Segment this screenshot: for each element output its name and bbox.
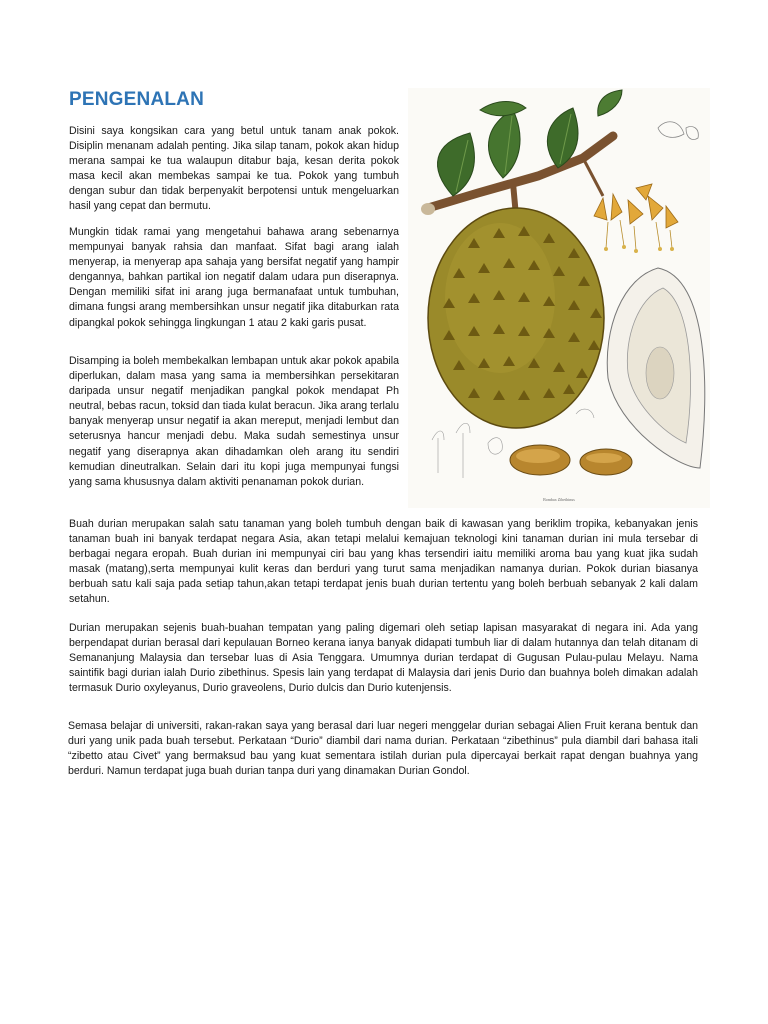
durian-botanical-illustration bbox=[408, 88, 710, 508]
paragraph-charcoal-benefits: Mungkin tidak ramai yang mengetahui bahawa arang sebenarnya mempunyai banyak rahsia dan manfaat. Sifat bagi arang ialah menyerap, ia menyerap apa sahaja yang bersifat negatif yang hampir dengannya, bahkan partikal ion negatif dalam udara pun diserapnya. Dengan memiliki sifat ini arang juga bermanafaat untuk tumbuhan, dimana fungsi arang membersihkan unsur negatif jika ditaburkan rata dipangkal pokok sehingga lingkungan 1 atau 2 kaki garis pusat. bbox=[69, 226, 399, 329]
paragraph-charcoal-moisture: Disamping ia boleh membekalkan lembapan untuk akar pokok apabila diperlukan, dalam masa yang sama ia membersihkan persekitaran daripada unsur negatif menjadikan pangkal pokok mendapat Ph neutral, bebas racun, toksid dan tiada kulat beracun. Jika arang terlalu banyak menyerap unsur negatif ia akan mereput, menjadi lembut dan seterusnya hancur menjadi debu. Maka sudah semestinya unsur negatif yang diserapnya akan dihadamkan oleh arang itu sendiri kemudian dineutralkan. Selain dari itu kopi juga mempunyai fungsi yang sama khususnya dalam aktiviti penanaman pokok durian. bbox=[69, 355, 399, 488]
page-title: PENGENALAN bbox=[69, 89, 205, 110]
paragraph-durian-origin: Durian merupakan sejenis buah-buahan tempatan yang paling digemari oleh setiap lapisan masyarakat di negara ini. Ada yang berpendapat durian berasal dari kepulauan Borneo kerana ianya banyak didapati tumbuh liar di dalam hutannya dan telah ditanam di Semananjung Malaysia dan tersebar luas di Asia Tenggara. Umumnya durian terdapat di Gugusan Pulau-pulau Melayu. Nama saintifik bagi durian ialah Durio zibethinus. Spesis lain yang terdapat di Malaysia dari jenis Durio dan buahnya boleh dimakan adalah termasuk Durio oxyleyanus, Durio graveolens, Durio dulcis dan Durio kutenjensis. bbox=[69, 622, 698, 695]
illustration-caption: Bombax Zibethinus bbox=[543, 497, 575, 502]
paragraph-alien-fruit: Semasa belajar di universiti, rakan-rakan saya yang berasal dari luar negeri menggelar durian sebagai Alien Fruit kerana bentuk dan duri yang unik pada buah tersebut. Perkataan “Durio” diambil dari nama durian. Perkataan “zibethinus” pula diambil dari bahasa itali “zibetto atau Civet” yang bermaksud bau yang kuat sementara istilah durian pula dipercayai berkait rapat dengan buahnya yang berduri. Namun terdapat juga buah durian tanpa duri yang dinamakan Durian Gondol. bbox=[68, 720, 698, 778]
paragraph-planting-discipline: Disini saya kongsikan cara yang betul untuk tanam anak pokok. Disiplin menanam adalah penting. Jika silap tanam, pokok akan hidup merana sampai ke tua walaupun ditabur baja, kesan derita pokok masa kecil akan membekas sampai ke tua. Pokok yang tumbuh dengan subur dan tidak berpenyakit berpotensi untuk mengeluarkan hasil yang cepat dan bermutu. bbox=[69, 125, 399, 213]
paragraph-durian-overview: Buah durian merupakan salah satu tanaman yang boleh tumbuh dengan baik di kawasan yang beriklim tropika, kebanyakan jenis tanaman buah ini banyak terdapat negara Asia, akan tetapi melalui kemajuan teknologi kini tanaman durian ini mula tersebar di berbagai negara eropah. Buah durian ini mempunyai ciri bau yang khas tersendiri iaitu memiliki aroma bau yang kuat jika sudah masak (matang),serta mempunyai kulit keras dan berduri yang turut sama menjadikan namanya durian. Pokok durian biasanya berbuah satu kali saja pada setiap tahun,akan tetapi terdapat jenis buah durian tertentu yang boleh berbuah sebanyak 2 kali dalam setahun. bbox=[69, 518, 698, 606]
